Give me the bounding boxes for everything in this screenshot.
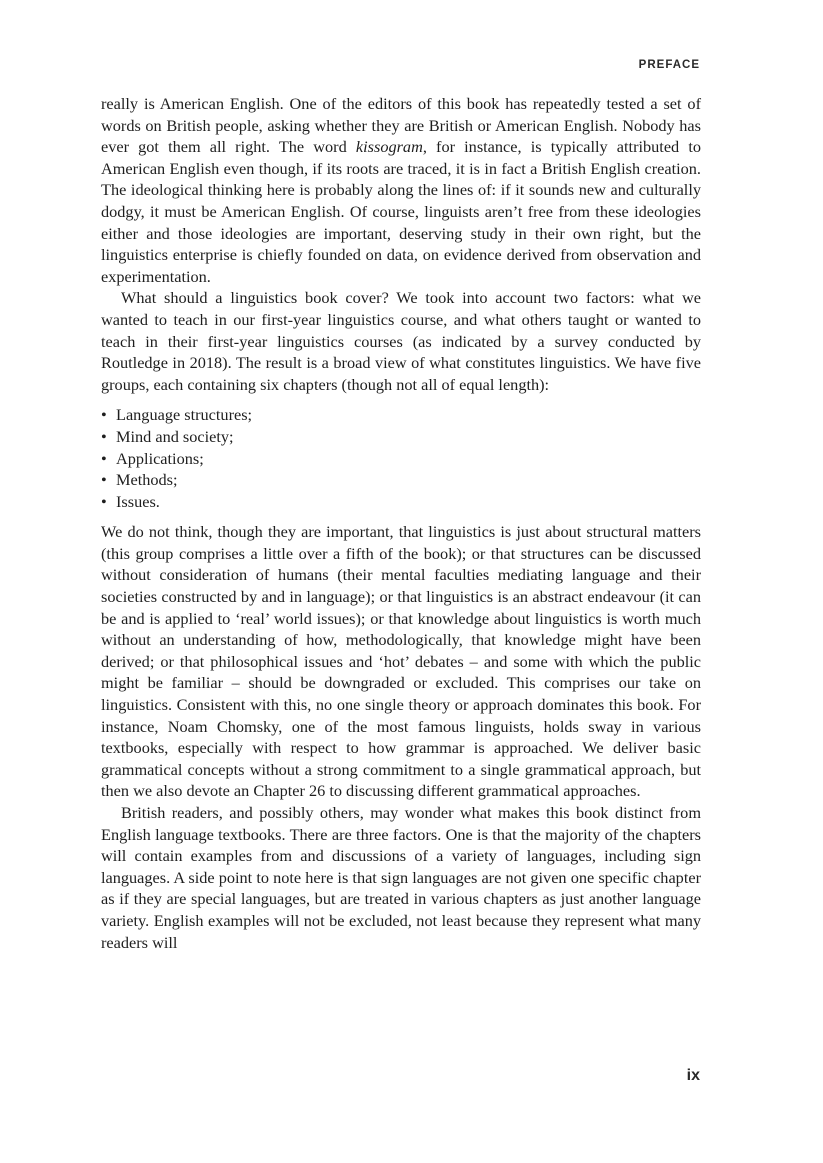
bullet-mark: • bbox=[101, 470, 107, 490]
bullet-mark: • bbox=[101, 491, 107, 511]
list-item-text: Applications; bbox=[116, 448, 204, 468]
paragraph-3: We do not think, though they are important, that linguistics is just about structural matters (this group comprises a little over a fifth of the book); or that structures can be discussed without consideration of humans (their mental faculties mediating language and their societies constructed by and in language); or that linguistics is an abstract endeavour (it can be and is applied to ‘real’ world issues); or that knowledge about linguistics is worth much without an understanding of how, methodologically, that knowledge might have been derived; or that philosophical issues and ‘hot’ debates – and some with which the public might be familiar – should be downgraded or excluded. This comprises our take on linguistics. Consistent with this, no one single theory or approach dominates this book. For instance, Noam Chomsky, one of the most famous linguists, holds sway in various textbooks, especially with respect to how grammar is approached. We deliver basic grammatical concepts without a strong commitment to a single grammatical approach, but then we also devote an Chapter 26 to discussing different grammatical approaches. bbox=[101, 522, 701, 801]
paragraph-4: British readers, and possibly others, may wonder what makes this book distinct from English language textbooks. There are three factors. One is that the majority of the chapters will contain examples from and discussions of a variety of languages, including sign languages. A side point to note here is that sign languages are not given one specific chapter as if they are special languages, but are treated in various chapters as just another language variety. English examples will not be excluded, not least because they represent what many readers will bbox=[101, 803, 701, 952]
body-text bbox=[101, 93, 701, 953]
list-item-text: Issues. bbox=[116, 491, 160, 511]
paragraph-1-start: really is American English. One of the editors of this book has repeatedly tested a set of words on British people, asking whether they are British or American English. Nobody has ever got them all right. The word bbox=[101, 94, 701, 157]
list-item-text: Methods; bbox=[116, 470, 178, 490]
paragraph-1 bbox=[101, 93, 701, 287]
bullet-mark: • bbox=[101, 426, 107, 446]
paragraph-1-end: , for instance, is typically attributed to American English even though, if its roots are traced, it is in fact a British English creation. The ideological thinking here is probably along the lines of: if it sounds new and culturally dodgy, it must be American English. Of course, linguists aren’t free from these ideologies either and those ideologies are important, deserving study in their own right, but the linguistics enterprise is chiefly founded on data, on evidence derived from observation and experimentation. bbox=[101, 137, 701, 286]
list-item bbox=[101, 404, 701, 426]
running-head: PREFACE bbox=[638, 59, 700, 71]
list-item bbox=[101, 469, 701, 491]
page-number: ix bbox=[686, 1067, 700, 1084]
list-item bbox=[101, 448, 701, 470]
bullet-list bbox=[101, 404, 701, 512]
paragraph-2: What should a linguistics book cover? We took into account two factors: what we wanted to teach in our first-year linguistics course, and what others taught or wanted to teach in their first-year linguistics courses (as indicated by a survey conducted by Routledge in 2018). The result is a broad view of what constitutes linguistics. We have five groups, each containing six chapters (though not all of equal length): bbox=[101, 288, 701, 394]
list-item bbox=[101, 426, 701, 448]
bullet-mark: • bbox=[101, 405, 107, 425]
list-item bbox=[101, 491, 701, 513]
bullet-mark: • bbox=[101, 448, 107, 468]
italic-term: kissogram bbox=[355, 137, 423, 157]
list-item-text: Language structures; bbox=[116, 405, 253, 425]
list-item-text: Mind and society; bbox=[116, 426, 234, 446]
